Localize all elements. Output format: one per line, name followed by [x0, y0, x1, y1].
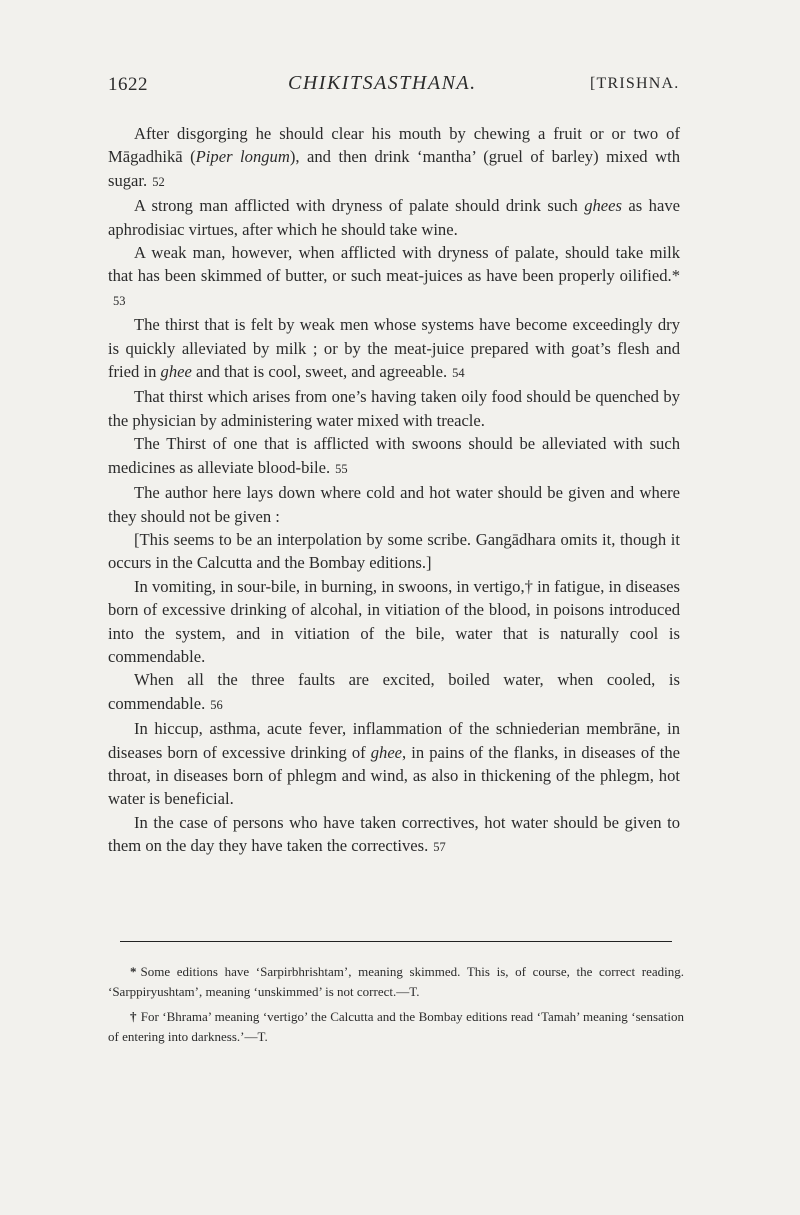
text-segment: After disgorging he should clear his mouth by chewing a fruit or or two of Māgadhikā (	[108, 124, 680, 167]
paragraph	[108, 717, 680, 811]
verse-number: 57	[433, 840, 446, 855]
text-segment: A weak man, however, when afflicted with dryness of palate, should take milk that has been skimmed of butter, or such meat-juices as have been properly oilified.*	[108, 243, 680, 286]
footnote-mark: *	[130, 964, 137, 979]
page-title: CHIKITSASTHANA.	[288, 72, 477, 94]
italic-term: ghee	[160, 362, 192, 382]
footnote-mark: †	[130, 1009, 137, 1024]
verse-number: 56	[210, 697, 223, 712]
text-segment: In the case of persons who have taken correctives, hot water should be given to them on the day they have taken the correctives.	[108, 812, 680, 856]
paragraph	[108, 528, 680, 575]
main-text	[108, 122, 680, 860]
italic-term: ghee	[370, 742, 403, 762]
paragraph	[108, 811, 680, 860]
italic-term: Piper longum	[195, 147, 290, 167]
text-segment: ), and then drink ‘mantha’ (gruel of barley) mixed wth sugar.	[108, 147, 680, 190]
text-segment: In hiccup, asthma, acute fever, inflammation of the schniederian membrāne, in diseases born of excessive drinking of	[108, 719, 680, 762]
footnote-divider	[120, 941, 672, 942]
verse-number: 54	[452, 366, 465, 381]
page-number: 1622	[108, 74, 148, 95]
text-segment: In vomiting, in sour-bile, in burning, in swoons, in vertigo,† in fatigue, in diseases born of excessive drinking of alcohal, in vitiation of the blood, in poisons introduced into the system, and in vitiation of the bile, water that is naturally cool is commendable.	[108, 576, 680, 666]
verse-number: 55	[335, 461, 348, 476]
section-label: [TRISHNA.	[590, 75, 680, 92]
text-segment: A strong man afflicted with dryness of palate should drink such	[134, 196, 585, 216]
paragraph	[108, 194, 680, 241]
text-segment: as have aphrodisiac virtues, after which he should take wine.	[108, 196, 680, 239]
paragraph	[108, 241, 680, 313]
running-header	[108, 70, 798, 100]
paragraph	[108, 432, 680, 481]
paragraph	[108, 313, 680, 385]
italic-term: ghees	[584, 196, 622, 216]
paragraph	[108, 385, 680, 432]
footnote	[108, 1007, 684, 1047]
footnotes	[108, 962, 684, 1052]
paragraph	[108, 668, 680, 717]
paragraph	[108, 122, 680, 194]
text-segment: The Thirst of one that is afflicted with swoons should be alleviated with such medicines as alleviate blood-bile.	[108, 434, 680, 477]
paragraph	[108, 575, 680, 669]
text-segment: , in pains of the flanks, in diseases of the throat, in diseases born of phlegm and wind, as also in thickening of the phlegm, hot water is beneficial.	[108, 742, 681, 809]
footnote-text: For ‘Bhrama’ meaning ‘vertigo’ the Calcutta and the Bombay editions read ‘Tamah’ meaning ‘sensation of entering into darkness.’—T.	[108, 1009, 684, 1044]
footnote	[108, 962, 684, 1002]
text-segment: That thirst which arises from one’s having taken oily food should be quenched by the physician by administering water mixed with treacle.	[108, 387, 680, 430]
verse-number: 52	[152, 174, 165, 189]
text-segment: and that is cool, sweet, and agreeable.	[191, 362, 448, 382]
text-segment: [This seems to be an interpolation by some scribe. Gangādhara omits it, though it occurs in the Calcutta and the Bombay editions.]	[108, 529, 680, 573]
text-segment: When all the three faults are excited, boiled water, when cooled, is commendable.	[108, 670, 680, 713]
footnote-text: Some editions have ‘Sarpirbhrishtam’, meaning skimmed. This is, of course, the correct reading. ‘Sarppiryushtam’, meaning ‘unskimmed’ is not correct.—T.	[108, 964, 684, 999]
verse-number: 53	[113, 293, 126, 308]
text-segment: The thirst that is felt by weak men whose systems have become exceedingly dry is quickly alleviated by milk ; or by the meat-juice prepared with goat’s flesh and fried in	[108, 315, 680, 382]
text-segment: The author here lays down where cold and hot water should be given and where they should not be given :	[108, 483, 680, 526]
paragraph	[108, 481, 680, 528]
